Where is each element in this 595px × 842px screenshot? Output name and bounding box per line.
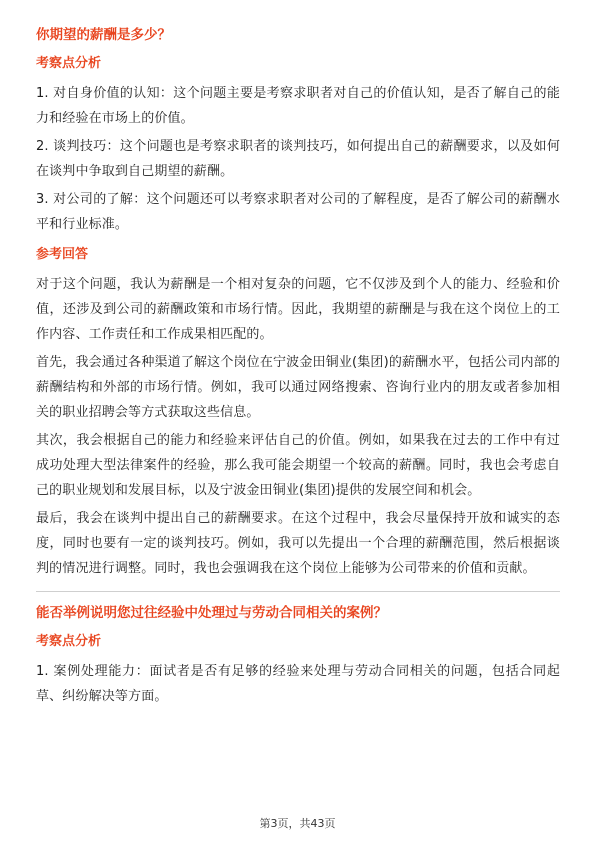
answer-heading: 参考回答 (36, 247, 89, 262)
answer-paragraph: 其次，我会根据自己的能力和经验来评估自己的价值。例如，如果我在过去的工作中有过成功处理大型法律案件的经验，那么我可能会期望一个较高的薪酬。同时，我也会考虑自己的职业规划和发展目标，以及宁波金田铜业(集团)提供的发展空间和机会。 (36, 433, 560, 498)
analysis-item: 1. 对自身价值的认知：这个问题主要是考察求职者对自己的价值认知，是否了解自己的能力和经验在市场上的价值。 (36, 86, 560, 126)
question-title-labor-contract: 能否举例说明您过往经验中处理过与劳动合同相关的案例？ (36, 605, 387, 621)
analysis-item: 1. 案例处理能力：面试者是否有足够的经验来处理与劳动合同相关的问题，包括合同起草、纠纷解决等方面。 (36, 664, 560, 704)
page-content (36, 26, 560, 712)
answer-paragraph: 最后，我会在谈判中提出自己的薪酬要求。在这个过程中，我会尽量保持开放和诚实的态度，同时也要有一定的谈判技巧。例如，我可以先提出一个合理的薪酬范围，然后根据谈判的情况进行调整。同时，我也会强调我在这个岗位上能够为公司带来的价值和贡献。 (36, 511, 560, 576)
analysis-item: 2. 谈判技巧：这个问题也是考察求职者的谈判技巧，如何提出自己的薪酬要求，以及如何在谈判中争取到自己期望的薪酬。 (36, 139, 560, 179)
page-number-footer: 第3页，共43页 (259, 817, 336, 830)
analysis-heading: 考察点分析 (36, 634, 102, 649)
section-divider (36, 591, 560, 592)
question-title-salary: 你期望的薪酬是多少？ (36, 27, 171, 43)
analysis-heading: 考察点分析 (36, 56, 102, 71)
analysis-item: 3. 对公司的了解：这个问题还可以考察求职者对公司的了解程度，是否了解公司的薪酬水平和行业标准。 (36, 192, 560, 232)
answer-paragraph: 首先，我会通过各种渠道了解这个岗位在宁波金田铜业(集团)的薪酬水平，包括公司内部的薪酬结构和外部的市场行情。例如，我可以通过网络搜索、咨询行业内的朋友或者参加相关的职业招聘会等方式获取这些信息。 (36, 355, 560, 420)
answer-paragraph: 对于这个问题，我认为薪酬是一个相对复杂的问题，它不仅涉及到个人的能力、经验和价值，还涉及到公司的薪酬政策和市场行情。因此，我期望的薪酬是与我在这个岗位上的工作内容、工作责任和工作成果相匹配的。 (36, 277, 560, 342)
